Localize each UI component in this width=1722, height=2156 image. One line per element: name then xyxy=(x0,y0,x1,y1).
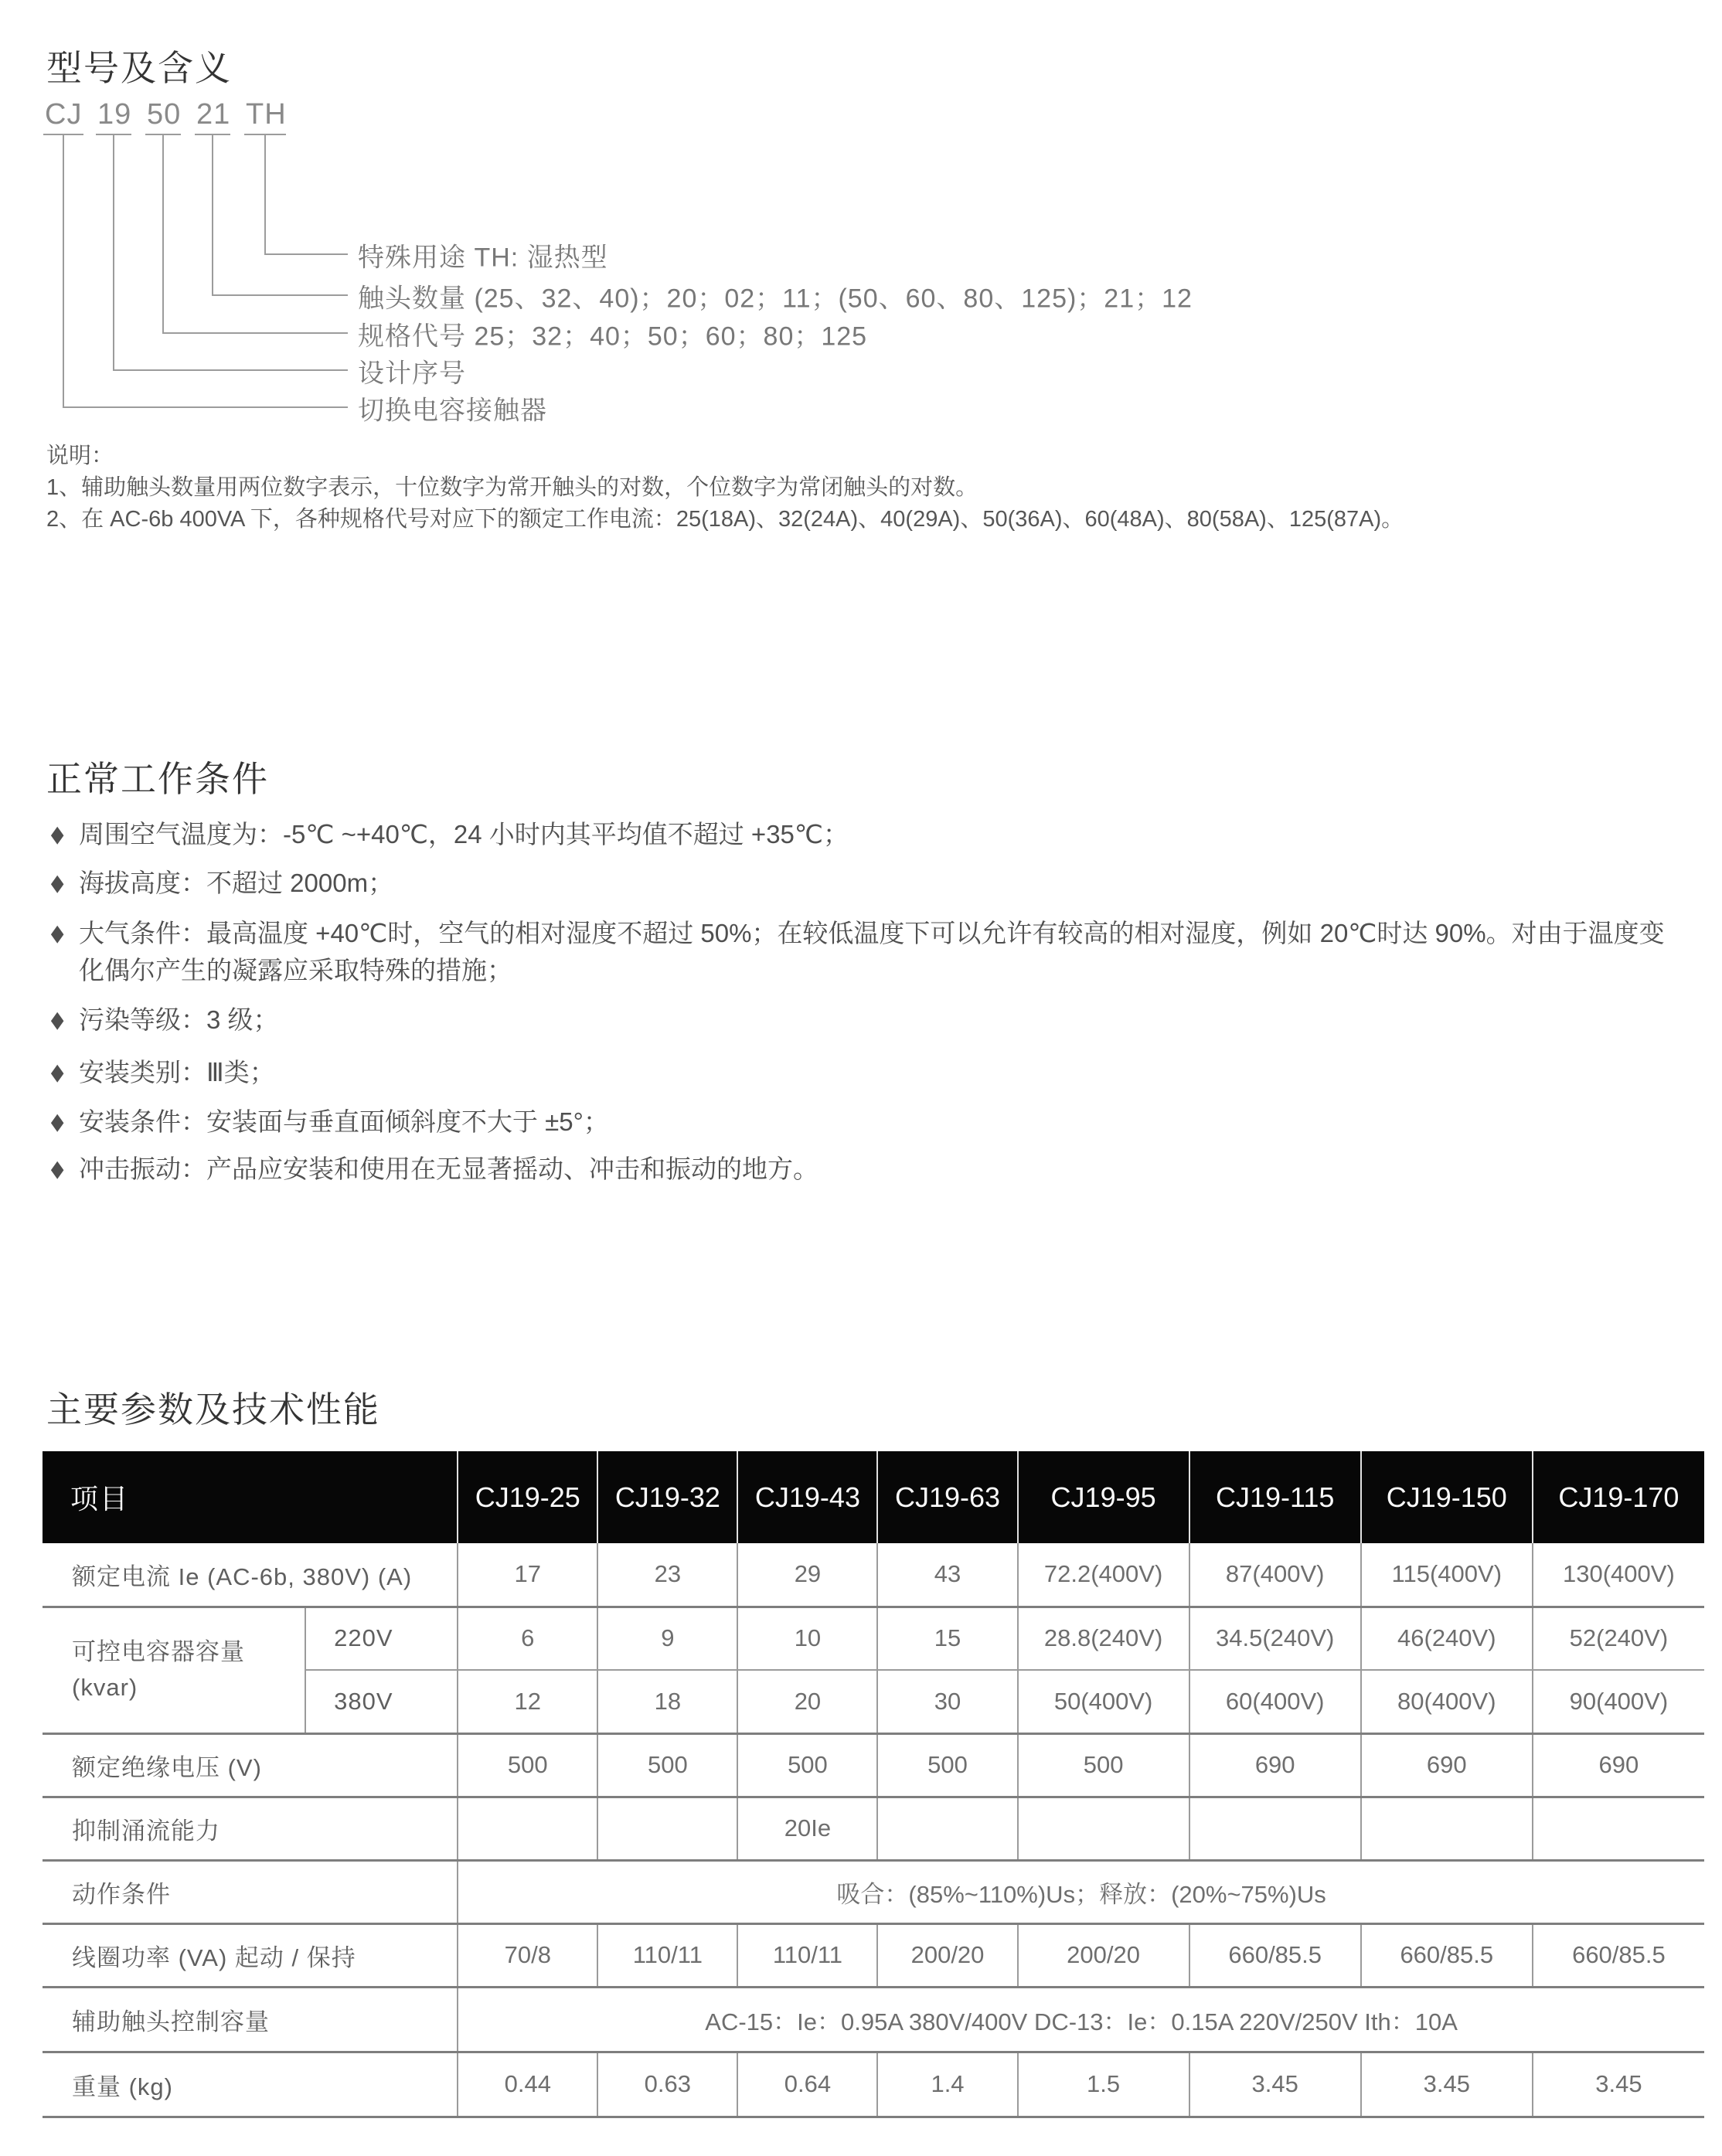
cell: 18 xyxy=(597,1670,737,1733)
cell: 20Ie xyxy=(737,1797,877,1860)
header-cj19-43: CJ19-43 xyxy=(737,1451,877,1543)
notes-block xyxy=(46,440,1404,536)
cell: 23 xyxy=(597,1543,737,1607)
bullet-atmosphere xyxy=(46,915,1677,989)
table-row-insulation-voltage xyxy=(43,1733,1704,1797)
table-row-weight xyxy=(43,2052,1704,2117)
cell: 500 xyxy=(458,1733,597,1797)
row-label: 额定电流 Ie (AC-6b, 380V) (A) xyxy=(72,1563,413,1590)
header-cj19-115: CJ19-115 xyxy=(1189,1451,1361,1543)
leader-line xyxy=(264,253,348,255)
cell: 660/85.5 xyxy=(1533,1923,1704,1987)
row-label: 额定绝缘电压 (V) xyxy=(43,1733,458,1797)
cell: 3.45 xyxy=(1361,2052,1533,2117)
cell-action-span: 吸合：(85%~110%)Us；释放：(20%~75%)Us xyxy=(458,1860,1704,1923)
cell: 52(240V) xyxy=(1533,1607,1704,1670)
diamond-bullet-icon: ◆ xyxy=(50,1109,64,1134)
row-label: 重量 (kg) xyxy=(43,2052,458,2117)
cell: 130(400V) xyxy=(1533,1543,1704,1607)
model-code-diagram xyxy=(45,97,1513,445)
cell: 660/85.5 xyxy=(1361,1923,1533,1987)
note-line-2: 2、在 AC-6b 400VA 下，各种规格代号对应下的额定工作电流：25(18A)、32(24A)、40(29A)、50(36A)、60(48A)、80(58A)、125(87A)。 xyxy=(46,507,1404,532)
table-row-action-condition xyxy=(43,1860,1704,1923)
bullet-text: 安装类别：Ⅲ类； xyxy=(79,1058,275,1087)
cell: 29 xyxy=(737,1543,877,1607)
cell: 115(400V) xyxy=(1361,1543,1533,1607)
cell: 500 xyxy=(737,1733,877,1797)
header-cj19-170: CJ19-170 xyxy=(1533,1451,1704,1543)
bullet-text: 大气条件：最高温度 +40℃时，空气的相对湿度不超过 50%；在较低温度下可以允许有较高的相对湿度，例如 20℃时达 90%。对由于温度变化偶尔产生的凝露应采取特殊的措施； xyxy=(79,919,1665,984)
sub-label-220v: 220V xyxy=(305,1607,458,1670)
code-segment-cj: CJ xyxy=(45,98,83,131)
table-row-capacity-220v xyxy=(43,1607,1704,1670)
cell: 15 xyxy=(877,1607,1017,1670)
bullet-shock-vibration xyxy=(46,1151,1677,1188)
diamond-bullet-icon: ◆ xyxy=(50,920,64,946)
cell: 34.5(240V) xyxy=(1189,1607,1361,1670)
leader-line xyxy=(212,135,213,296)
bullet-pollution-degree xyxy=(46,1001,1677,1039)
cell: 60(400V) xyxy=(1189,1670,1361,1733)
table-header-row xyxy=(43,1451,1704,1543)
cell: 90(400V) xyxy=(1533,1670,1704,1733)
section-title-main-parameters: 主要参数及技术性能 xyxy=(46,1389,380,1430)
diamond-bullet-icon: ◆ xyxy=(50,1059,64,1085)
cell: 46(240V) xyxy=(1361,1607,1533,1670)
bullet-text: 海拔高度：不超过 2000m； xyxy=(79,869,394,897)
cell: 20 xyxy=(737,1670,877,1733)
cell: 3.45 xyxy=(1533,2052,1704,2117)
code-segment-21: 21 xyxy=(196,98,231,131)
cell: 70/8 xyxy=(458,1923,597,1987)
row-label: 线圈功率 (VA) 起动 / 保持 xyxy=(43,1923,458,1987)
header-cj19-150: CJ19-150 xyxy=(1361,1451,1533,1543)
cell xyxy=(1189,1797,1361,1860)
bullet-text: 周围空气温度为：-5℃ ~+40℃，24 小时内其平均值不超过 +35℃； xyxy=(79,820,849,848)
cell: 50(400V) xyxy=(1018,1670,1189,1733)
cell: 0.64 xyxy=(737,2052,877,2117)
leader-line xyxy=(162,135,164,334)
cell: 500 xyxy=(877,1733,1017,1797)
row-label: 辅助触头控制容量 xyxy=(43,1987,458,2052)
row-label: 动作条件 xyxy=(43,1860,458,1923)
cell: 87(400V) xyxy=(1189,1543,1361,1607)
table-row-inrush-suppression xyxy=(43,1797,1704,1860)
cell xyxy=(1018,1797,1189,1860)
bullet-text: 冲击振动：产品应安装和使用在无显著摇动、冲击和振动的地方。 xyxy=(79,1155,818,1183)
cell: 28.8(240V) xyxy=(1018,1607,1189,1670)
leader-line xyxy=(63,406,348,408)
cell: 690 xyxy=(1533,1733,1704,1797)
bullet-text: 污染等级：3 级； xyxy=(79,1005,279,1034)
diagram-label-special-use: 特殊用途 TH: 湿热型 xyxy=(358,243,608,273)
header-cj19-32: CJ19-32 xyxy=(597,1451,737,1543)
section-title-model-meaning: 型号及含义 xyxy=(46,48,232,88)
code-segment-th: TH xyxy=(246,98,287,131)
row-label: 抑制涌流能力 xyxy=(43,1797,458,1860)
cell: 660/85.5 xyxy=(1189,1923,1361,1987)
leader-line xyxy=(212,294,348,296)
cell: 690 xyxy=(1361,1733,1533,1797)
notes-title: 说明： xyxy=(46,444,114,468)
diagram-label-design-serial: 设计序号 xyxy=(358,359,466,389)
cell: 6 xyxy=(458,1607,597,1670)
cell: 200/20 xyxy=(877,1923,1017,1987)
cell: 43 xyxy=(877,1543,1017,1607)
cell: 17 xyxy=(458,1543,597,1607)
header-cj19-95: CJ19-95 xyxy=(1018,1451,1189,1543)
table-row-rated-current xyxy=(43,1543,1704,1607)
cell: 30 xyxy=(877,1670,1017,1733)
diamond-bullet-icon: ◆ xyxy=(50,821,64,847)
cell: 500 xyxy=(1018,1733,1189,1797)
cell: 80(400V) xyxy=(1361,1670,1533,1733)
header-cj19-63: CJ19-63 xyxy=(877,1451,1017,1543)
cell: 0.63 xyxy=(597,2052,737,2117)
cell xyxy=(597,1797,737,1860)
cell: 500 xyxy=(597,1733,737,1797)
cell: 110/11 xyxy=(737,1923,877,1987)
diamond-bullet-icon: ◆ xyxy=(50,1156,64,1182)
bullet-installation-category xyxy=(46,1054,1677,1091)
cell: 3.45 xyxy=(1189,2052,1361,2117)
leader-line xyxy=(113,135,114,371)
table-row-aux-contact-capacity xyxy=(43,1987,1704,2052)
code-segment-19: 19 xyxy=(97,98,132,131)
cell-aux-span: AC-15：Ie：0.95A 380V/400V DC-13：Ie：0.15A 220V/250V Ith：10A xyxy=(458,1987,1704,2052)
bullet-altitude xyxy=(46,865,1677,902)
row-label-capacity xyxy=(43,1607,305,1733)
header-cj19-25: CJ19-25 xyxy=(458,1451,597,1543)
bullet-ambient-temperature xyxy=(46,816,1677,853)
cell: 690 xyxy=(1189,1733,1361,1797)
diamond-bullet-icon: ◆ xyxy=(50,1007,64,1032)
cell: 72.2(400V) xyxy=(1018,1543,1189,1607)
cell: 9 xyxy=(597,1607,737,1670)
sub-label-380v: 380V xyxy=(305,1670,458,1733)
cell xyxy=(458,1797,597,1860)
header-item: 项目 xyxy=(43,1451,458,1543)
cell xyxy=(877,1797,1017,1860)
table-row-coil-power xyxy=(43,1923,1704,1987)
cell: 1.4 xyxy=(877,2052,1017,2117)
cell: 10 xyxy=(737,1607,877,1670)
capacity-label-line1: 可控电容器容量 xyxy=(72,1638,245,1665)
spec-table xyxy=(43,1451,1704,2118)
code-segment-50: 50 xyxy=(147,98,182,131)
cell xyxy=(1361,1797,1533,1860)
diagram-label-contactor: 切换电容接触器 xyxy=(358,396,547,426)
cell xyxy=(1533,1797,1704,1860)
bullet-mounting-condition xyxy=(46,1104,1677,1141)
cell: 12 xyxy=(458,1670,597,1733)
note-line-1: 1、辅助触头数量用两位数字表示，十位数字为常开触头的对数，个位数字为常闭触头的对数。 xyxy=(46,475,978,500)
capacity-label-line2: (kvar) xyxy=(72,1674,138,1701)
leader-line xyxy=(162,332,348,334)
cell: 0.44 xyxy=(458,2052,597,2117)
section-title-working-conditions: 正常工作条件 xyxy=(46,759,269,799)
diagram-label-contact-count: 触头数量 (25、32、40)；20；02；11；(50、60、80、125)；21；12 xyxy=(358,284,1193,314)
leader-line xyxy=(264,135,266,255)
cell: 200/20 xyxy=(1018,1923,1189,1987)
leader-line xyxy=(113,369,348,371)
cell: 110/11 xyxy=(597,1923,737,1987)
bullet-text: 安装条件：安装面与垂直面倾斜度不大于 ±5°； xyxy=(79,1107,609,1136)
diamond-bullet-icon: ◆ xyxy=(50,870,64,896)
cell: 1.5 xyxy=(1018,2052,1189,2117)
diagram-label-spec-code: 规格代号 25；32；40；50；60；80；125 xyxy=(358,321,868,352)
leader-line xyxy=(63,135,64,408)
